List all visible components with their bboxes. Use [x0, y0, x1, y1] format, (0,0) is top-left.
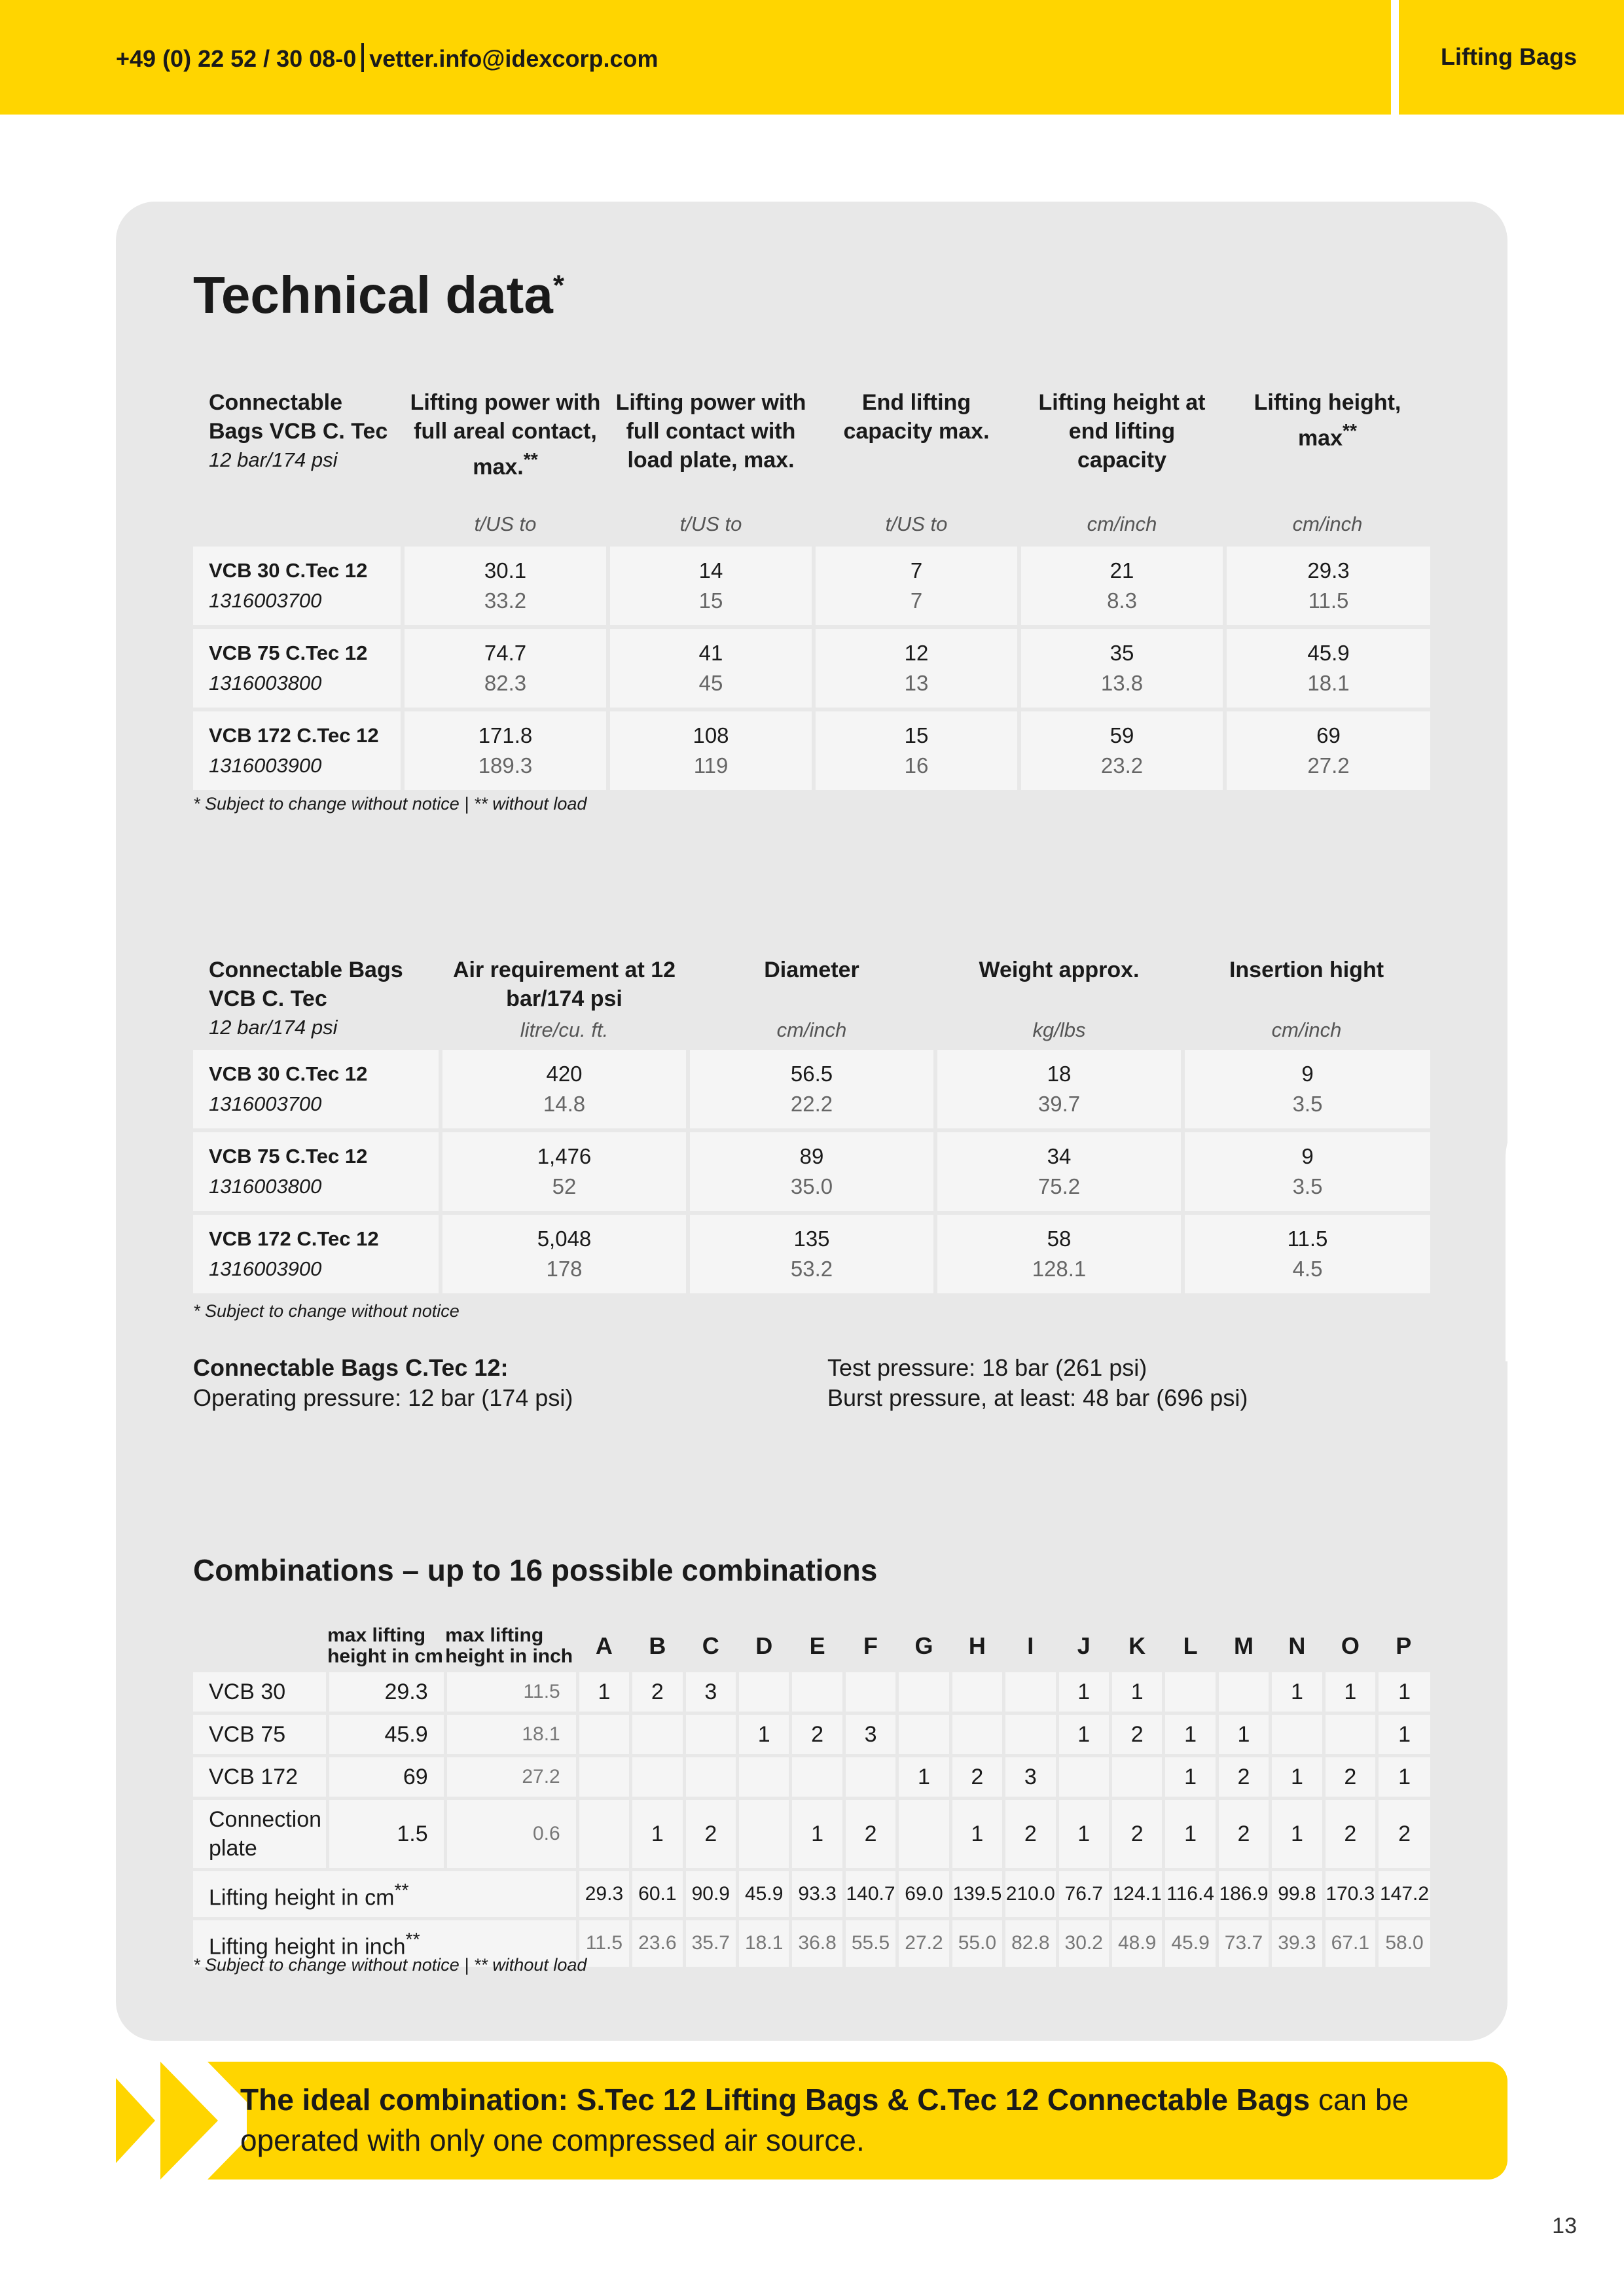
combo-count — [684, 1756, 737, 1799]
bag-name: VCB 75 — [193, 1713, 327, 1756]
col-header: Lifting power with full contact with load plate, max. — [615, 390, 806, 473]
lifting-height-value: 27.2 — [897, 1919, 950, 1968]
combo-count: 1 — [1057, 1672, 1110, 1713]
combo-count — [737, 1672, 790, 1713]
col-subtitle: 12 bar/174 psi — [209, 448, 338, 471]
combo-count — [897, 1799, 950, 1870]
combo-letter-header: B — [649, 1632, 666, 1659]
table-row — [193, 1799, 1430, 1870]
table-header: Connectable Bags VCB C. Tec 12 bar/174 psi Air requirement at 12 bar/174 psi litre/cu. ft. Diameter cm/inch Weight approx. kg/lbs Insertion hight cm/inch — [193, 950, 1430, 1050]
combo-letter-header: J — [1077, 1632, 1091, 1659]
page-number: 13 — [1552, 2214, 1577, 2238]
lifting-height-value: 73.7 — [1217, 1919, 1270, 1968]
lifting-height-value: 48.9 — [1110, 1919, 1163, 1968]
combo-count: 1 — [1217, 1713, 1270, 1756]
table-header — [193, 1620, 1430, 1672]
operating-pressure: Operating pressure: 12 bar (174 psi) — [193, 1384, 573, 1411]
combo-count — [631, 1713, 684, 1756]
combo-count: 2 — [844, 1799, 897, 1870]
table1-footnote: * Subject to change without notice | ** without load — [193, 794, 587, 814]
technical-data-table — [193, 383, 1430, 794]
col-header: Diameter — [764, 958, 859, 982]
col-header: Air requirement at 12 bar/174 psi — [452, 958, 676, 1011]
lifting-height-value: 76.7 — [1057, 1870, 1110, 1919]
combo-count — [1217, 1672, 1270, 1713]
combo-count — [844, 1672, 897, 1713]
combo-count: 1 — [1164, 1756, 1217, 1799]
combo-letter-header: D — [755, 1632, 773, 1659]
row-label: Lifting height in inch** — [193, 1919, 577, 1968]
col-header: Weight approx. — [979, 958, 1140, 982]
lifting-height-value: 36.8 — [791, 1919, 844, 1968]
lifting-height-value: 45.9 — [1164, 1919, 1217, 1968]
combo-count: 1 — [1164, 1799, 1217, 1870]
combo-count — [897, 1672, 950, 1713]
lifting-height-value: 186.9 — [1217, 1870, 1270, 1919]
table-row: VCB 75 C.Tec 12 1316003800 74.7 82.3 41 45 12 13 35 13.8 45.9 18.1 — [193, 627, 1430, 709]
combo-letter-header: F — [863, 1632, 878, 1659]
combo-count: 2 — [1217, 1799, 1270, 1870]
table-row: VCB 172 C.Tec 12 1316003900 171.8 189.3 108 119 15 16 59 23.2 69 27.2 — [193, 709, 1430, 792]
lifting-height-value: 93.3 — [791, 1870, 844, 1919]
combo-count: 1 — [1271, 1756, 1324, 1799]
col-header-inch: max lifting height in inch — [445, 1624, 573, 1667]
combo-count — [577, 1713, 630, 1756]
combo-count: 2 — [631, 1672, 684, 1713]
lifting-height-value: 18.1 — [737, 1919, 790, 1968]
pressure-heading: Connectable Bags C.Tec 12: — [193, 1354, 509, 1381]
lifting-height-value: 170.3 — [1324, 1870, 1377, 1919]
lifting-height-value: 58.0 — [1377, 1919, 1430, 1968]
combo-count: 2 — [1004, 1799, 1057, 1870]
lifting-height-value: 45.9 — [737, 1870, 790, 1919]
combo-count — [1004, 1672, 1057, 1713]
bag-name: VCB 30 — [193, 1672, 327, 1713]
lifting-height-value: 11.5 — [577, 1919, 630, 1968]
lifting-height-value: 140.7 — [844, 1870, 897, 1919]
col-header-cm: max lifting height in cm — [327, 1624, 443, 1667]
contact-info — [116, 43, 658, 73]
combo-count — [791, 1672, 844, 1713]
lifting-height-value: 90.9 — [684, 1870, 737, 1919]
bag-name: VCB 172 — [193, 1756, 327, 1799]
combo-letter-header: O — [1341, 1632, 1360, 1659]
combo-letter-header: E — [809, 1632, 825, 1659]
combo-count: 1 — [1164, 1713, 1217, 1756]
combo-count: 2 — [791, 1713, 844, 1756]
combo-count: 2 — [1110, 1799, 1163, 1870]
combo-count: 2 — [1110, 1713, 1163, 1756]
lifting-height-value: 99.8 — [1271, 1870, 1324, 1919]
burst-pressure: Burst pressure, at least: 48 bar (696 psi) — [827, 1384, 1248, 1411]
height-cm: 69 — [327, 1756, 445, 1799]
table-header: Connectable Bags VCB C. Tec 12 bar/174 psi Lifting power with full areal contact, max.** Lifting power with full contact with load plate, max. End lifting capacity max. Lifting height at end lifting capacity Lifting height, max** — [193, 383, 1430, 486]
panel-corner-cut — [1506, 1034, 1624, 1361]
combo-count — [1110, 1756, 1163, 1799]
lifting-height-value: 23.6 — [631, 1919, 684, 1968]
combo-count — [950, 1672, 1003, 1713]
combo-count: 2 — [1217, 1756, 1270, 1799]
lifting-height-value: 210.0 — [1004, 1870, 1057, 1919]
table-row: VCB 30 C.Tec 12 1316003700 420 14.8 56.5 22.2 18 39.7 9 3.5 — [193, 1050, 1430, 1130]
table-row — [193, 1672, 1430, 1713]
combo-count: 1 — [1271, 1799, 1324, 1870]
combo-count — [1324, 1713, 1377, 1756]
combo-count — [1004, 1713, 1057, 1756]
combo-letter-header: I — [1027, 1632, 1034, 1659]
combo-count — [844, 1756, 897, 1799]
combo-count: 1 — [1110, 1672, 1163, 1713]
combo-count: 3 — [844, 1713, 897, 1756]
combo-count: 1 — [1057, 1713, 1110, 1756]
lifting-height-value: 124.1 — [1110, 1870, 1163, 1919]
combinations-footnote: * Subject to change without notice | ** without load — [193, 1955, 587, 1975]
table-row: VCB 172 C.Tec 12 1316003900 5,048 178 135 53.2 58 128.1 11.5 4.5 — [193, 1213, 1430, 1295]
combo-letter-header: L — [1183, 1632, 1198, 1659]
combo-count — [897, 1713, 950, 1756]
lifting-height-value: 55.5 — [844, 1919, 897, 1968]
combo-count: 2 — [684, 1799, 737, 1870]
combo-count: 1 — [1324, 1672, 1377, 1713]
col-header: Lifting height, max — [1254, 390, 1401, 451]
combo-count: 1 — [1377, 1756, 1430, 1799]
lifting-height-value: 29.3 — [577, 1870, 630, 1919]
combo-count: 3 — [1004, 1756, 1057, 1799]
combo-letter-header: P — [1396, 1632, 1412, 1659]
combo-count — [791, 1756, 844, 1799]
lifting-height-value: 82.8 — [1004, 1919, 1057, 1968]
combo-count: 2 — [1324, 1756, 1377, 1799]
table-row: VCB 75 C.Tec 12 1316003800 1,476 52 89 35.0 34 75.2 9 3.5 — [193, 1130, 1430, 1213]
lifting-height-value: 55.0 — [950, 1919, 1003, 1968]
combo-count: 2 — [1377, 1799, 1430, 1870]
lifting-height-value: 69.0 — [897, 1870, 950, 1919]
combo-count: 2 — [1324, 1799, 1377, 1870]
col-title: Connectable Bags VCB C. Tec — [209, 958, 403, 1011]
lifting-height-value: 35.7 — [684, 1919, 737, 1968]
height-inch: 18.1 — [445, 1713, 577, 1756]
combo-count: 3 — [684, 1672, 737, 1713]
lifting-height-value: 147.2 — [1377, 1870, 1430, 1919]
bag-name: Connection plate — [193, 1799, 327, 1870]
unit-row: t/US to t/US to t/US to cm/inch cm/inch — [474, 512, 1363, 536]
combo-count — [577, 1799, 630, 1870]
combo-count: 1 — [1271, 1672, 1324, 1713]
combinations-table — [193, 1620, 1430, 1970]
col-subtitle: 12 bar/174 psi — [209, 1016, 338, 1039]
combo-count: 1 — [1377, 1672, 1430, 1713]
pressure-info-right — [827, 1353, 1248, 1413]
combo-count: 1 — [1057, 1799, 1110, 1870]
contact-phone: +49 (0) 22 52 / 30 08-0 — [116, 45, 357, 72]
combo-count: 1 — [950, 1799, 1003, 1870]
combo-letter-header: G — [914, 1632, 933, 1659]
test-pressure: Test pressure: 18 bar (261 psi) — [827, 1354, 1147, 1381]
combo-letter-header: K — [1128, 1632, 1146, 1659]
combo-count — [1164, 1672, 1217, 1713]
combo-count: 1 — [577, 1672, 630, 1713]
height-cm: 1.5 — [327, 1799, 445, 1870]
combo-count — [631, 1756, 684, 1799]
lifting-height-value: 139.5 — [950, 1870, 1003, 1919]
lifting-height-value: 30.2 — [1057, 1919, 1110, 1968]
height-cm: 45.9 — [327, 1713, 445, 1756]
col-header: End lifting capacity max. — [843, 390, 990, 444]
pressure-info-left — [193, 1353, 573, 1413]
combo-letter-header: N — [1288, 1632, 1306, 1659]
combo-count — [950, 1713, 1003, 1756]
lifting-height-value: 60.1 — [631, 1870, 684, 1919]
combo-count — [1271, 1713, 1324, 1756]
divider — [361, 43, 364, 72]
combinations-title: Combinations – up to 16 possible combinations — [193, 1553, 878, 1587]
chevron-arrow-icon — [116, 2062, 247, 2179]
col-header: Lifting height at end lifting capacity — [1038, 390, 1206, 473]
combo-count: 1 — [791, 1799, 844, 1870]
height-inch: 0.6 — [445, 1799, 577, 1870]
combo-letter-header: C — [702, 1632, 719, 1659]
combo-count: 2 — [950, 1756, 1003, 1799]
col-header: Insertion hight — [1229, 958, 1384, 982]
table-row — [193, 1756, 1430, 1799]
physical-data-table — [193, 950, 1430, 1297]
combo-count — [577, 1756, 630, 1799]
combo-letter-header: A — [595, 1632, 613, 1659]
height-inch: 11.5 — [445, 1672, 577, 1713]
combo-count — [684, 1713, 737, 1756]
combo-letter-header: M — [1233, 1632, 1254, 1659]
section-title: Lifting Bags — [1441, 43, 1577, 70]
combo-count: 1 — [1377, 1713, 1430, 1756]
col-title: Connectable Bags VCB C. Tec — [209, 390, 388, 444]
row-label: Lifting height in cm** — [193, 1870, 577, 1919]
contact-email[interactable]: vetter.info@idexcorp.com — [369, 45, 659, 72]
table-row — [193, 1713, 1430, 1756]
combo-count — [737, 1756, 790, 1799]
lifting-height-value: 67.1 — [1324, 1919, 1377, 1968]
combo-count — [737, 1799, 790, 1870]
combo-count: 1 — [897, 1756, 950, 1799]
page-title: Technical data* — [193, 266, 564, 324]
combo-count: 1 — [631, 1799, 684, 1870]
banner-text: The ideal combination: S.Tec 12 Lifting Bags & C.Tec 12 Connectable Bags can be operated with only one compressed air source. — [240, 2083, 1409, 2157]
col-header: Lifting power with full areal contact, max. — [410, 390, 601, 480]
lifting-height-value: 39.3 — [1271, 1919, 1324, 1968]
table-row: VCB 30 C.Tec 12 1316003700 30.1 33.2 14 15 7 7 21 8.3 29.3 11.5 — [193, 547, 1430, 627]
lifting-height-value: 116.4 — [1164, 1870, 1217, 1919]
table2-footnote: * Subject to change without notice — [193, 1301, 460, 1321]
combo-letter-header: H — [968, 1632, 986, 1659]
height-inch: 27.2 — [445, 1756, 577, 1799]
table-row — [193, 1870, 1430, 1919]
height-cm: 29.3 — [327, 1672, 445, 1713]
combo-count: 1 — [737, 1713, 790, 1756]
combo-count — [1057, 1756, 1110, 1799]
